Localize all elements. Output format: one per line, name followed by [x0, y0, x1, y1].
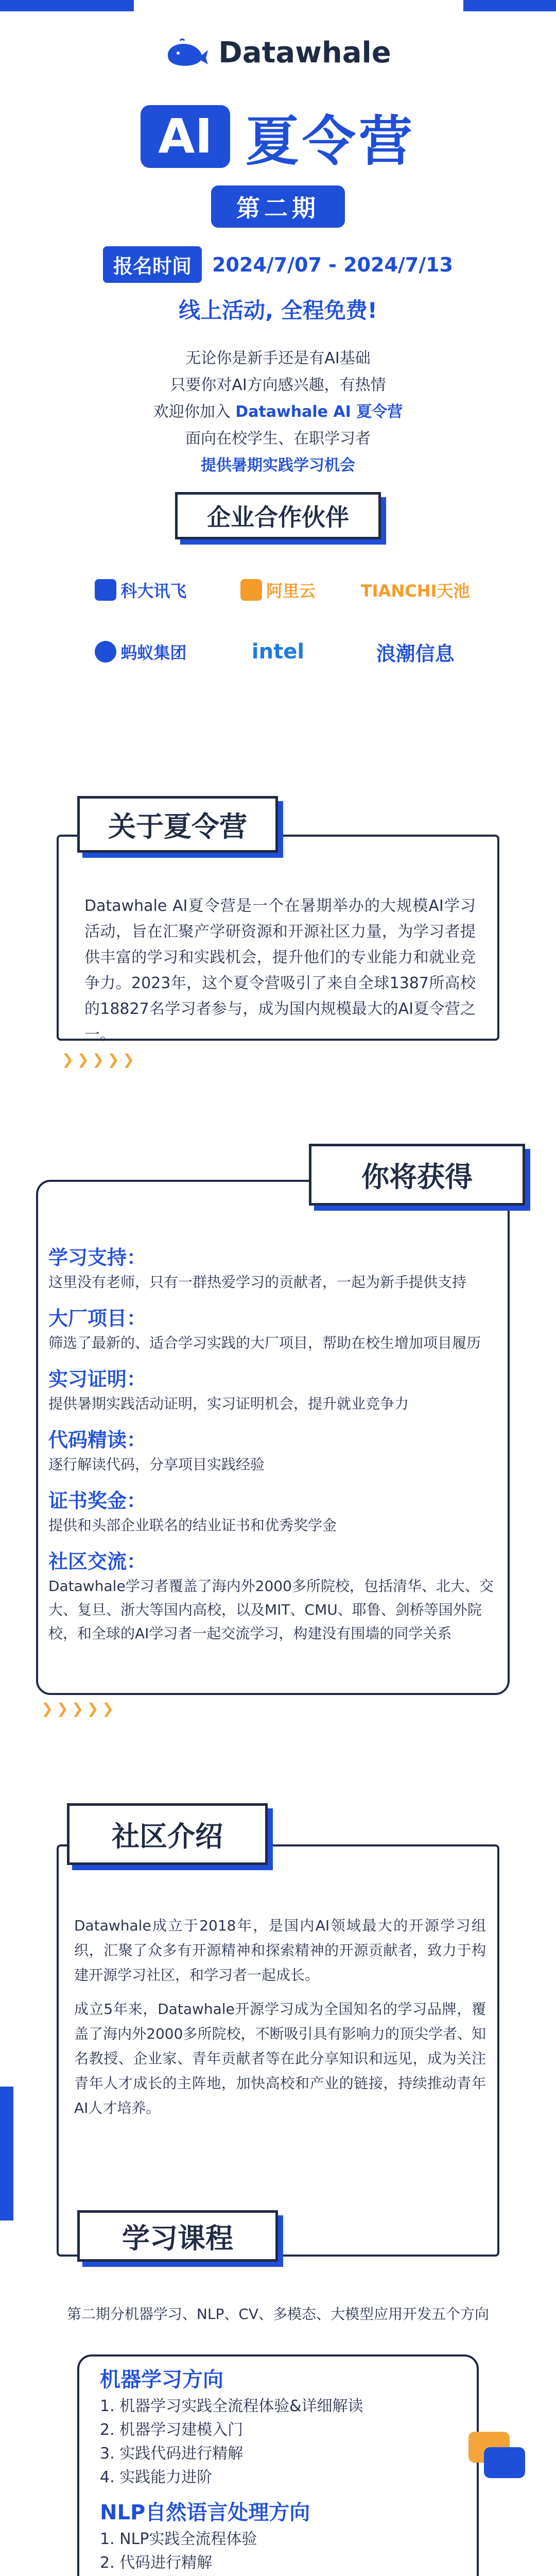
date-label: 报名时间	[103, 246, 202, 283]
online-free-text: 线上活动, 全程免费!	[179, 298, 377, 323]
course-item: 1. NLP实践全流程体验	[100, 2530, 257, 2548]
partner-name: 蚂蚁集团	[120, 643, 187, 663]
partner-logo	[352, 572, 479, 608]
gain-title: 证书奖金：	[48, 1489, 147, 1512]
gains-heading: 你将获得	[309, 1144, 525, 1206]
partner-name: 浪潮信息	[376, 642, 455, 665]
course-group	[79, 2357, 477, 2489]
about-card	[57, 835, 499, 1044]
course-title: 机器学习方向	[100, 2368, 223, 2392]
community-paragraph: Datawhale成立于2018年，是国内AI领域最大的开源学习组织，汇聚了众多有开源精神和探索精神的开源贡献者，致力于构建开源学习社区，和学习者一起成长。	[74, 1917, 486, 1984]
community-card	[57, 1844, 499, 2257]
gain-text: 筛选了最新的、适合学习实践的大厂项目，帮助在校生增加项目履历	[48, 1334, 481, 1351]
partner-name: intel	[251, 640, 305, 664]
gains-card	[36, 1180, 510, 1695]
date-value: 2024/7/07 - 2024/7/13	[212, 253, 453, 276]
intro-line: 只要你对AI方向感兴趣，有热情	[170, 376, 386, 394]
partner-logo	[352, 634, 479, 670]
course-item: 1. 机器学习实践全流程体验&详细解读	[100, 2397, 363, 2415]
whale-logo-icon	[165, 38, 209, 69]
title-text: 夏令营	[245, 110, 415, 173]
gain-text: 提供暑期实践活动证明，实习证明机会，提升就业竞争力	[48, 1395, 409, 1412]
gain-item	[48, 1366, 501, 1416]
gain-text: 这里没有老师，只有一群热爱学习的贡献者，一起为新手提供支持	[48, 1274, 467, 1291]
about-text: Datawhale AI夏令营是一个在暑期举办的大规模AI学习活动，旨在汇聚产学研资源和开源社区力量，为学习者提供丰富的学习和实践机会，提升他们的专业能力和就业竞争力。2023年，这个夏令营吸引了来自全球1387所高校的18827名学习者参与，成为国内规模最大的AI夏令营之一。	[84, 897, 476, 1044]
gain-title: 实习证明：	[48, 1368, 147, 1391]
decor-strip	[0, 0, 134, 11]
community-paragraph: 成立5年来，Datawhale开源学习成为全国知名的学习品牌，覆盖了海内外2000多所院校，不断吸引具有影响力的顶尖学者、知名教授、企业家、青年贡献者等在此分享知识和远见，成为关注青年人才成长的主阵地，加快高校和产业的链接，持续推动青年AI人才培养。	[74, 2001, 486, 2116]
gain-text: 提供和头部企业联名的结业证书和优秀奖学金	[48, 1517, 337, 1534]
brand-header	[0, 36, 556, 70]
course-item: 3. 实践代码进行精解	[100, 2445, 244, 2463]
gain-item	[48, 1549, 501, 1646]
partner-logo-icon	[240, 579, 262, 601]
dialog-icon	[463, 2421, 530, 2488]
event-title	[0, 98, 556, 175]
chevron-decor-icon: ❯❯❯❯❯	[62, 1051, 138, 1068]
courses-subtitle: 第二期分机器学习、NLP、CV、多模态、大模型应用开发五个方向	[66, 2306, 490, 2323]
registration-date	[0, 246, 556, 283]
chevron-decor-icon: ❯❯❯❯❯	[41, 1700, 117, 1717]
partners-grid	[77, 572, 479, 670]
gain-title: 大厂项目：	[48, 1307, 147, 1330]
gain-item	[48, 1245, 501, 1294]
partner-logo-icon	[95, 641, 116, 663]
gain-item	[48, 1488, 501, 1537]
partner-logo-icon	[95, 579, 116, 601]
course-card	[77, 2354, 479, 2576]
gain-title: 代码精读：	[48, 1429, 147, 1451]
courses-heading: 学习课程	[77, 2210, 278, 2262]
about-heading: 关于夏令营	[77, 796, 278, 853]
partner-logo	[77, 572, 204, 608]
intro-highlight: Datawhale AI 夏令营	[235, 403, 403, 421]
partner-logo	[215, 572, 342, 608]
period-badge: 第二期	[211, 185, 345, 228]
gain-item	[48, 1427, 501, 1477]
brand-name: Datawhale	[218, 36, 391, 70]
gains-list	[48, 1233, 501, 1646]
course-title: NLP自然语言处理方向	[100, 2501, 310, 2524]
community-heading: 社区介绍	[67, 1803, 268, 1865]
gain-text: Datawhale学习者覆盖了海内外2000多所院校，包括清华、北大、交大、复旦、浙大等国内高校，以及MIT、CMU、耶鲁、剑桥等国外院校，和全球的AI学习者一起交流学习，构建没有围墙的同学关系	[48, 1578, 494, 1642]
gain-title: 社区交流：	[48, 1550, 147, 1573]
course-item: 2. 机器学习建模入门	[100, 2421, 244, 2439]
intro-line-prefix: 欢迎你加入	[153, 403, 231, 421]
intro-text	[0, 345, 556, 479]
intro-line: 无论你是新手还是有AI基础	[185, 349, 371, 367]
gain-text: 逐行解读代码，分享项目实践经验	[48, 1456, 265, 1473]
course-item: 2. 代码进行精解	[100, 2554, 213, 2572]
intro-line: 提供暑期实践学习机会	[201, 456, 355, 474]
course-item: 4. 实践能力进阶	[100, 2468, 213, 2486]
partner-name: 阿里云	[266, 581, 316, 601]
course-group	[79, 2489, 477, 2576]
partner-name: TIANCHI天池	[360, 581, 470, 601]
intro-line	[0, 399, 556, 426]
partners-heading: 企业合作伙伴	[175, 492, 381, 539]
ai-badge: AI	[141, 105, 230, 167]
decor-strip	[0, 2087, 13, 2221]
partner-logo	[215, 634, 342, 670]
partner-name: 科大讯飞	[120, 581, 187, 601]
decor-strip	[463, 0, 556, 11]
community-text	[74, 1913, 486, 2121]
intro-line: 面向在校学生、在职学习者	[185, 430, 371, 448]
partner-logo	[77, 634, 204, 670]
gain-title: 学习支持：	[48, 1246, 147, 1269]
gain-item	[48, 1306, 501, 1355]
